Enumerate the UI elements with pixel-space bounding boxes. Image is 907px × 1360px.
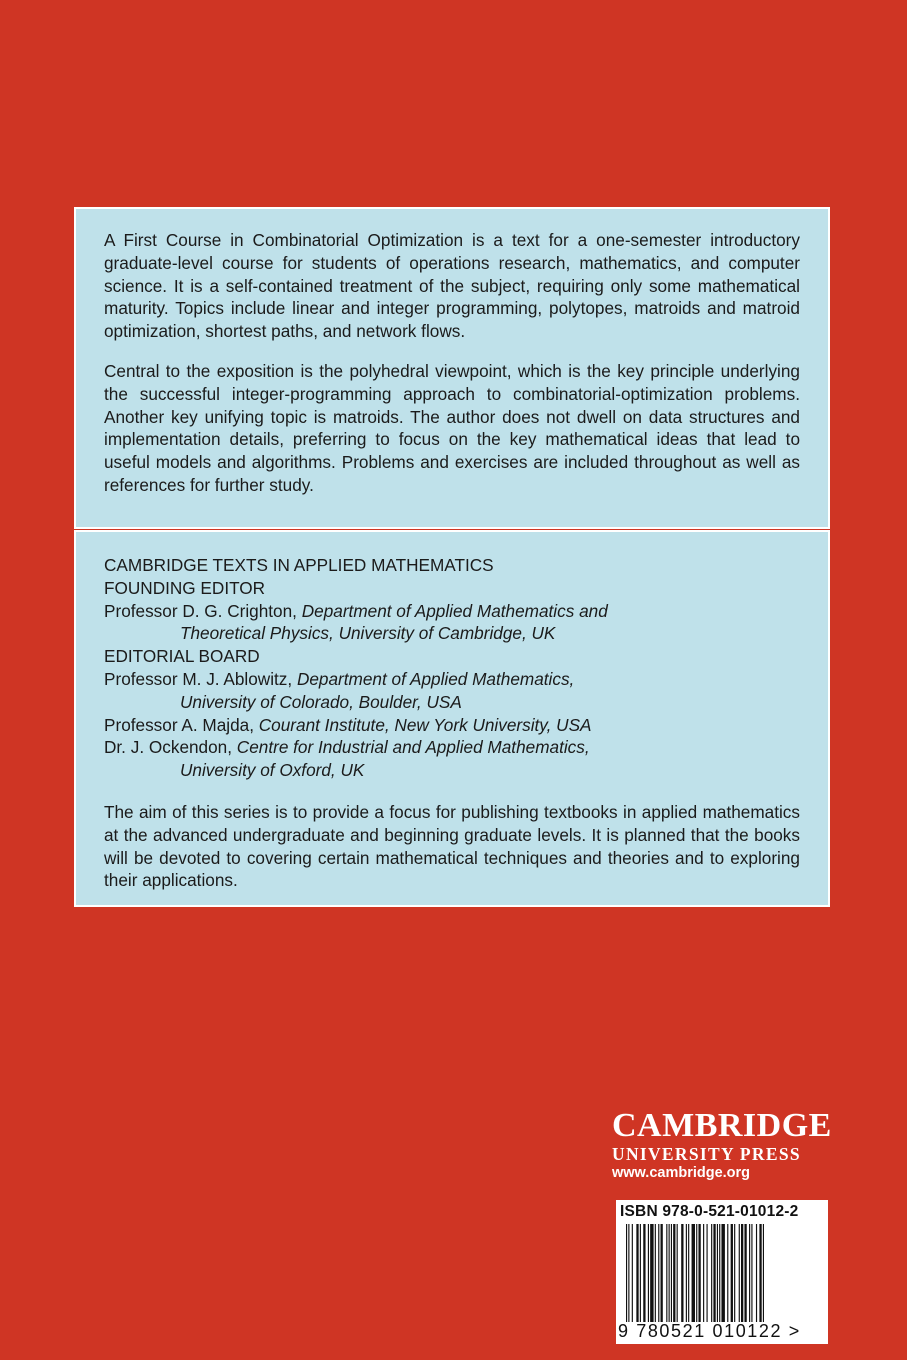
founding-editor-heading: FOUNDING EDITOR	[104, 577, 266, 598]
barcode-bar	[671, 1224, 672, 1322]
blurb-paragraph-1: A First Course in Combinatorial Optimization is a text for a one-semester introductory graduate-level course for students of operations research, mathematics, and computer science. It is a self-contained treatment of the subject, requiring only some mathematical maturity. Topics include linear and integer programming, polytopes, matroids and matroid optimization, shortest paths, and network flows.	[104, 230, 800, 342]
barcode-icon	[626, 1224, 818, 1322]
barcode-bar	[759, 1224, 761, 1322]
series-panel	[74, 530, 830, 907]
barcode-bar	[661, 1224, 663, 1322]
board-member-entry	[104, 736, 800, 759]
barcode-bar	[658, 1224, 659, 1322]
barcode-bar	[698, 1224, 700, 1322]
editor-affiliation-cont: Theoretical Physics, University of Cambridge, UK	[180, 623, 556, 644]
publisher-name: CAMBRIDGE	[612, 1107, 832, 1144]
barcode-bar	[711, 1224, 712, 1322]
barcode-bar	[686, 1224, 687, 1322]
barcode-bar	[751, 1224, 752, 1322]
barcode-bar	[643, 1224, 645, 1322]
barcode-bar	[713, 1224, 715, 1322]
board-member-affiliation: Centre for Industrial and Applied Mathematics,	[236, 737, 590, 758]
barcode-bar	[650, 1224, 653, 1322]
barcode-box	[616, 1200, 828, 1344]
barcode-bar	[707, 1224, 708, 1322]
barcode-bar	[734, 1224, 735, 1322]
barcode-bar	[721, 1224, 724, 1322]
editor-name: Professor D. G. Crighton,	[104, 600, 297, 621]
series-title: CAMBRIDGE TEXTS IN APPLIED MATHEMATICS	[104, 555, 494, 575]
barcode-bar	[648, 1224, 649, 1322]
barcode-bar	[677, 1224, 678, 1322]
barcode-bar	[696, 1224, 697, 1322]
publisher-subtitle: UNIVERSITY PRESS	[612, 1144, 801, 1164]
barcode-bar	[727, 1224, 728, 1322]
publisher-logo	[612, 1108, 832, 1182]
barcode-bar	[749, 1224, 750, 1322]
barcode-bar	[741, 1224, 743, 1322]
series-aim-paragraph: The aim of this series is to provide a focus for publishing textbooks in applied mathematics at the advanced undergraduate and beginning graduate levels. It is planned that the books will be devoted to covering certain mathematical techniques and theories and to exploring their applications.	[104, 801, 800, 891]
board-member-entry	[104, 668, 800, 691]
barcode-bar	[688, 1224, 689, 1322]
board-member-affiliation: Courant Institute, New York University, USA	[258, 714, 592, 735]
board-member-affiliation: Department of Applied Mathematics,	[296, 668, 575, 689]
barcode-bar	[626, 1224, 627, 1322]
board-member-name: Dr. J. Ockendon,	[104, 737, 233, 758]
barcode-bar	[763, 1224, 764, 1322]
barcode-bar	[666, 1224, 667, 1322]
board-member-name: Professor A. Majda,	[104, 714, 254, 735]
barcode-bar	[636, 1224, 638, 1322]
board-member-entry	[104, 714, 800, 737]
barcode-bar	[756, 1224, 757, 1322]
barcode-digits: 9 780521 010122 >	[618, 1321, 801, 1341]
barcode-bar	[632, 1224, 633, 1322]
isbn-label: ISBN 978-0-521-01012-2	[620, 1203, 799, 1220]
barcode-bar	[673, 1224, 675, 1322]
barcode-bar	[692, 1224, 695, 1322]
board-member-name: Professor M. J. Ablowitz,	[104, 668, 293, 689]
board-member-affiliation-cont: University of Oxford, UK	[180, 760, 365, 781]
editor-affiliation: Department of Applied Mathematics and	[301, 600, 608, 621]
spacer	[104, 782, 800, 801]
barcode-bar	[655, 1224, 656, 1322]
barcode-bar	[719, 1224, 720, 1322]
publisher-url: www.cambridge.org	[612, 1165, 751, 1181]
barcode-bar	[739, 1224, 740, 1322]
barcode-bar	[628, 1224, 629, 1322]
board-member-affiliation-cont: University of Colorado, Boulder, USA	[180, 691, 462, 712]
blurb-paragraph-2: Central to the exposition is the polyhedral viewpoint, which is the key principle underlying the successful integer-programming approach to combinatorial-optimization problems. Another key unifying topic is matroids. The author does not dwell on data structures and implementation details, preferring to focus on the key mathematical ideas that lead to useful models and algorithms. Problems and exercises are included throughout as well as references for further study.	[104, 360, 800, 495]
editorial-board-heading: EDITORIAL BOARD	[104, 646, 260, 667]
barcode-bar	[744, 1224, 746, 1322]
barcode-bar	[703, 1224, 704, 1322]
barcode-bar	[681, 1224, 683, 1322]
blurb-panel	[74, 207, 830, 529]
barcode-bar	[731, 1224, 733, 1322]
barcode-bar	[717, 1224, 718, 1322]
barcode-bar	[640, 1224, 641, 1322]
founding-editor-entry	[104, 600, 800, 623]
barcode-bar	[669, 1224, 670, 1322]
